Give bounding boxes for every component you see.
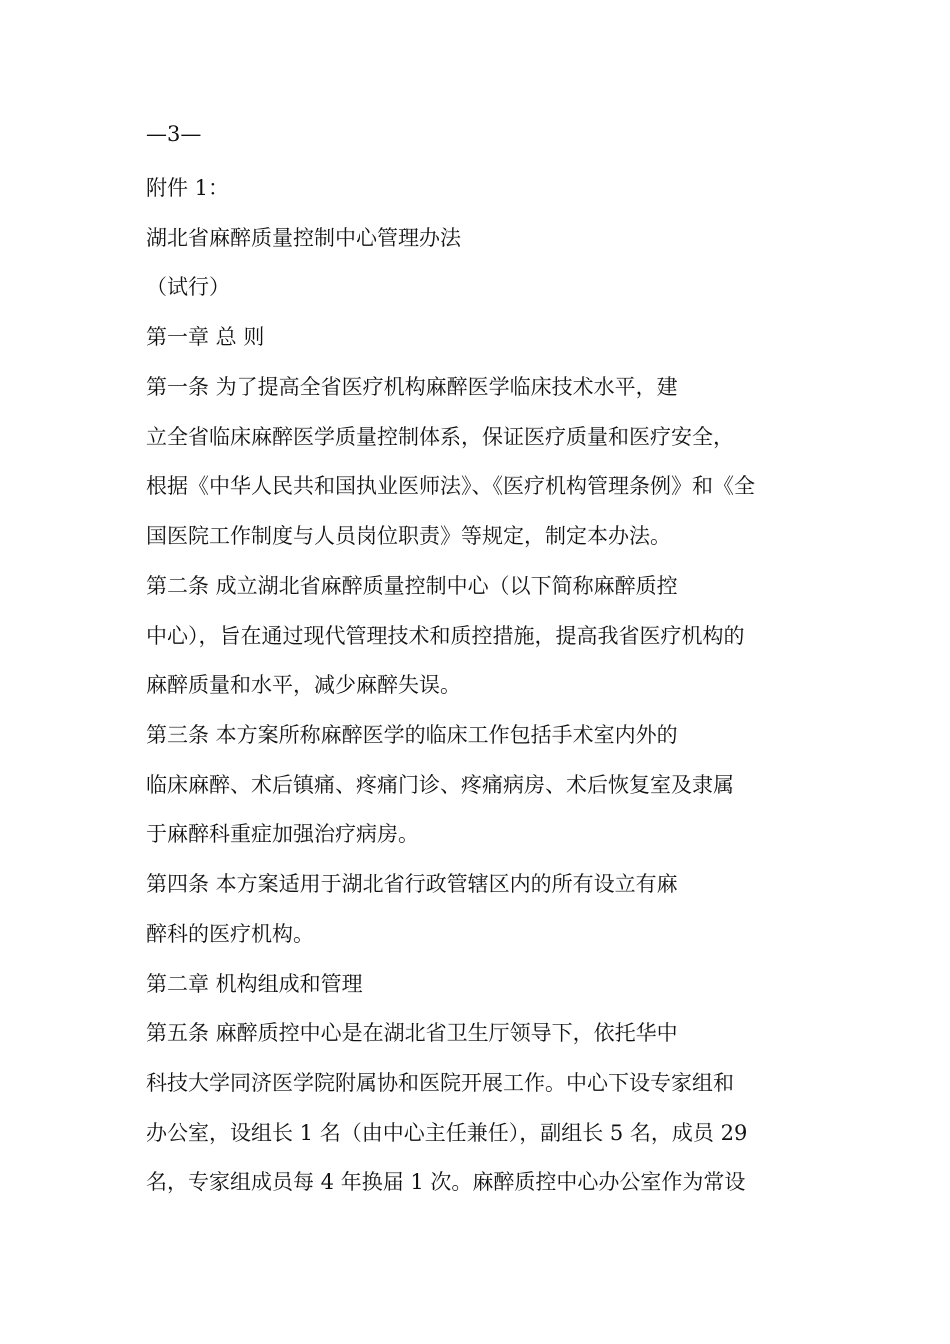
body-line: 中心），旨在通过现代管理技术和质控措施，提高我省医疗机构的 — [146, 624, 745, 648]
body-line: 第一条 为了提高全省医疗机构麻醉医学临床技术水平，建 — [146, 375, 678, 399]
attachment-label: 附件 1： — [146, 176, 230, 200]
body-line: 立全省临床麻醉医学质量控制体系，保证医疗质量和医疗安全， — [146, 425, 734, 449]
body-line: 办公室，设组长 1 名（由中心主任兼任），副组长 5 名，成员 29 — [146, 1121, 748, 1145]
body-line: 第二条 成立湖北省麻醉质量控制中心（以下简称麻醉质控 — [146, 574, 678, 598]
body-line: 麻醉质量和水平，减少麻醉失误。 — [146, 673, 461, 697]
body-line: 科技大学同济医学院附属协和医院开展工作。中心下设专家组和 — [146, 1071, 734, 1095]
body-line: 醉科的医疗机构。 — [146, 922, 314, 946]
body-line: 国医院工作制度与人员岗位职责》等规定，制定本办法。 — [146, 524, 671, 548]
chapter-heading: 第二章 机构组成和管理 — [146, 972, 363, 996]
body-line: 于麻醉科重症加强治疗病房。 — [146, 822, 419, 846]
body-line: 第五条 麻醉质控中心是在湖北省卫生厅领导下，依托华中 — [146, 1021, 678, 1045]
body-line: 根据《中华人民共和国执业医师法》、《医疗机构管理条例》和《全 — [146, 474, 755, 498]
body-line: 临床麻醉、术后镇痛、疼痛门诊、疼痛病房、术后恢复室及隶属 — [146, 773, 734, 797]
body-line: 第三条 本方案所称麻醉医学的临床工作包括手术室内外的 — [146, 723, 678, 747]
document-title: 湖北省麻醉质量控制中心管理办法 — [146, 226, 461, 250]
body-line: 第四条 本方案适用于湖北省行政管辖区内的所有设立有麻 — [146, 872, 678, 896]
page-number: —3— — [146, 122, 202, 146]
chapter-heading: 第一章 总 则 — [146, 325, 265, 349]
body-line: 名，专家组成员每 4 年换届 1 次。麻醉质控中心办公室作为常设 — [146, 1170, 746, 1194]
document-subtitle: （试行） — [146, 275, 230, 299]
